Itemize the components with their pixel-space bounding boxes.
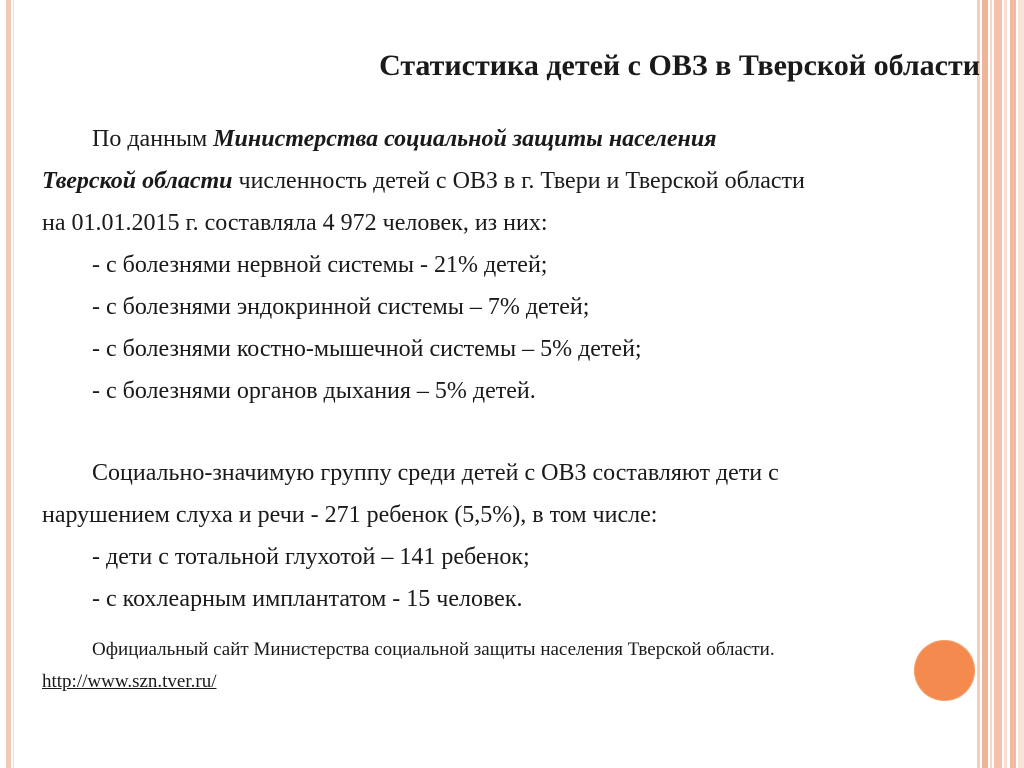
slide-body	[42, 118, 967, 698]
right-stripe-decoration	[1018, 0, 1024, 768]
left-border-decoration	[6, 0, 11, 768]
slide-title: Статистика детей с ОВЗ в Тверской области	[379, 49, 980, 82]
paragraph-1-text: численность детей с ОВЗ в г. Твери и Тверской области	[232, 168, 805, 194]
paragraph-2-line-1: Социально-значимую группу среди детей с ОВЗ составляют дети с	[92, 460, 779, 486]
ministry-name: Министерства социальной защиты населения	[213, 126, 717, 152]
right-stripe-decoration	[982, 0, 988, 768]
list-item: - с кохлеарным имплантатом - 15 человек.	[92, 586, 523, 612]
list-item: - с болезнями органов дыхания – 5% детей.	[92, 378, 536, 404]
right-stripe-decoration	[1004, 0, 1007, 768]
list-item: - с болезнями нервной системы - 21% детей;	[92, 252, 548, 278]
paragraph-spacer	[42, 412, 967, 452]
paragraph-1-line-1	[42, 118, 967, 160]
intro-text: По данным	[92, 126, 214, 152]
paragraph-1-line-3: на 01.01.2015 г. составляла 4 972 человек, из них:	[42, 210, 548, 236]
right-stripe-decoration	[977, 0, 980, 768]
list-item: - с болезнями костно-мышечной системы – 5% детей;	[92, 336, 642, 362]
right-stripe-decoration	[1010, 0, 1016, 768]
source-link[interactable]: http://www.szn.tver.ru/	[42, 671, 217, 692]
source-text: Официальный сайт Министерства социальной защиты населения Тверской области.	[92, 639, 775, 660]
left-border-line	[13, 0, 14, 768]
list-item: - дети с тотальной глухотой – 141 ребенок;	[92, 544, 530, 570]
right-stripe-decoration	[990, 0, 992, 768]
right-stripe-decoration	[994, 0, 1002, 768]
region-name: Тверской области	[42, 168, 233, 194]
paragraph-2-line-2: нарушением слуха и речи - 271 ребенок (5,5%), в том числе:	[42, 502, 658, 528]
orange-circle-decoration	[914, 640, 975, 701]
paragraph-1-line-2	[42, 160, 967, 202]
list-item: - с болезнями эндокринной системы – 7% детей;	[92, 294, 590, 320]
source-citation	[42, 634, 967, 698]
